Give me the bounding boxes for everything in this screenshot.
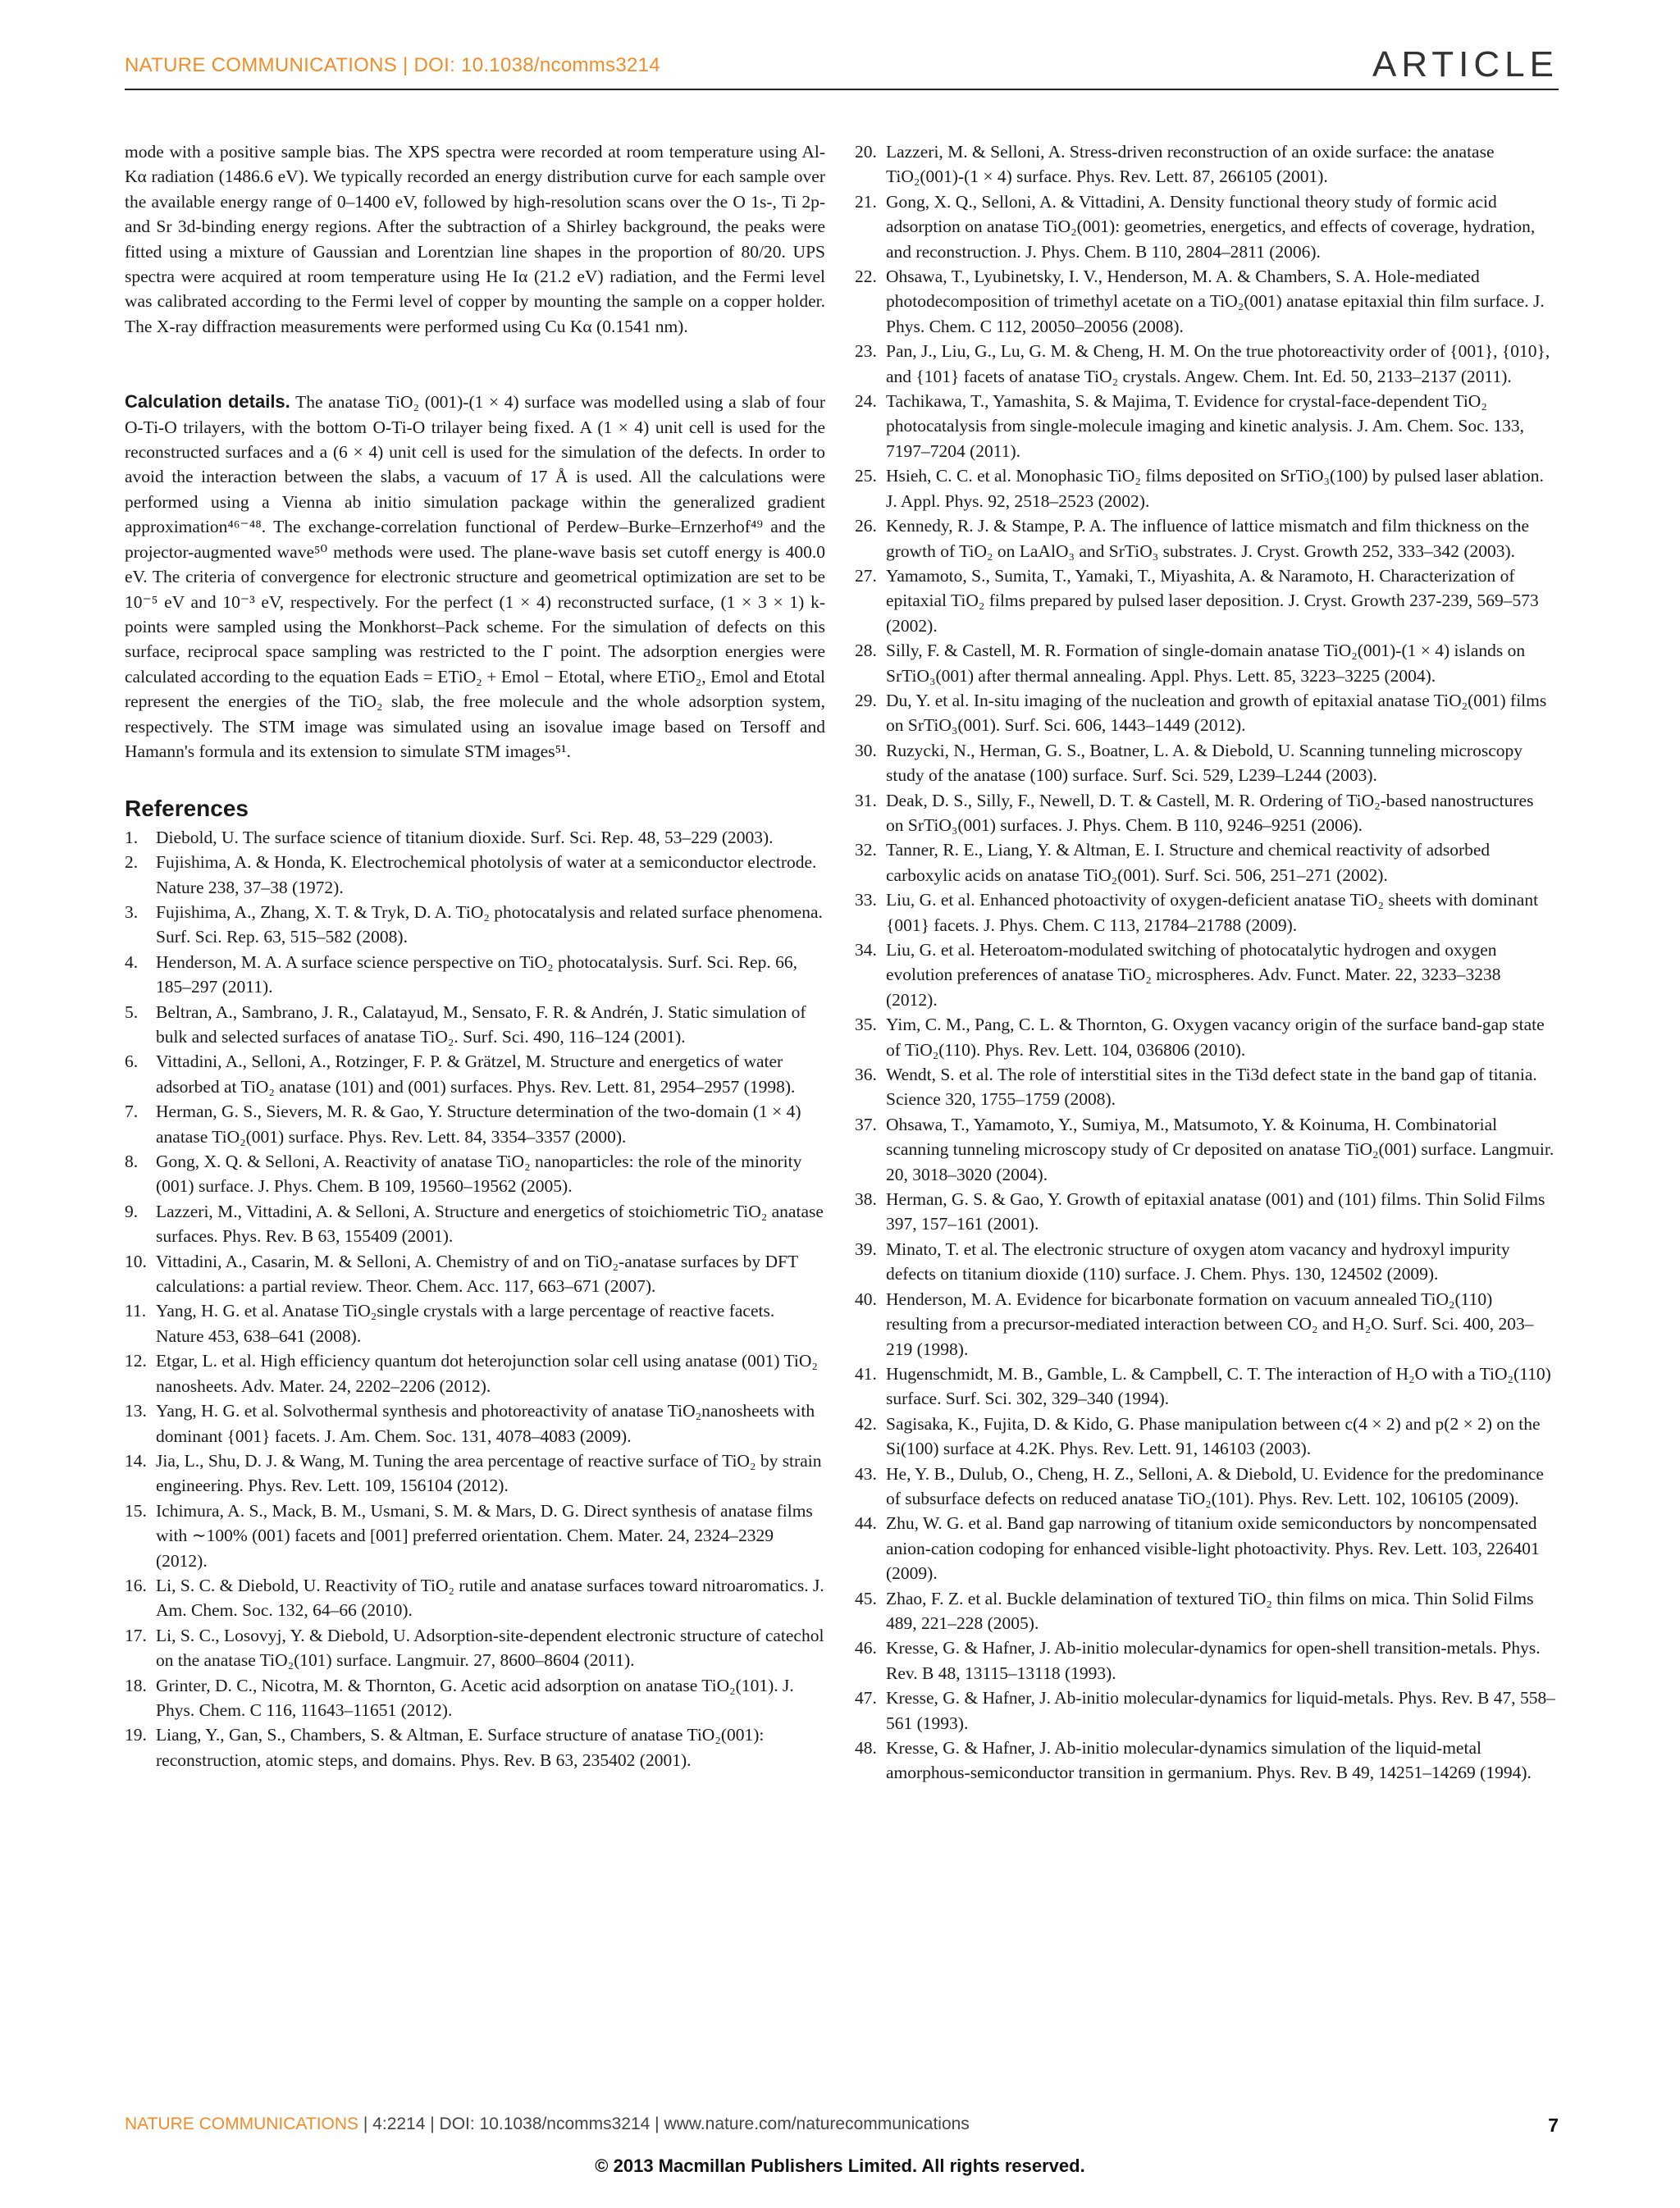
reference-item: [125, 1398, 825, 1448]
reference-number: 10.: [125, 1251, 147, 1271]
reference-item: [855, 264, 1555, 339]
reference-item: [855, 688, 1555, 738]
calculation-details-heading: Calculation details.: [125, 391, 290, 413]
reference-number: 32.: [855, 840, 877, 860]
reference-text: Ohsawa, T., Lyubinetsky, I. V., Henderson, M. A. & Chambers, S. A. Hole-mediated photodecomposition of trimethyl acetate on a TiO₂(001) anatase epitaxial thin film surface. J. Phys. Chem. C 112, 20050–20056 (2008).: [886, 267, 1545, 336]
reference-text: Du, Y. et al. In-situ imaging of the nucleation and growth of epitaxial anatase TiO₂(001) films on SrTiO₃(001). Surf. Sci. 606, 1443–1449 (2012).: [886, 690, 1547, 736]
reference-text: Ruzycki, N., Herman, G. S., Boatner, L. A. & Diebold, U. Scanning tunneling microscopy study of the anatase (100) surface. Surf. Sci. 529, L239–L244 (2003).: [886, 740, 1523, 786]
reference-text: Li, S. C., Losovyj, Y. & Diebold, U. Adsorption-site-dependent electronic structure of catechol on the anatase TiO₂(101) surface. Langmuir. 27, 8600–8604 (2011).: [156, 1625, 824, 1671]
reference-number: 3.: [125, 901, 139, 922]
reference-number: 14.: [125, 1450, 147, 1471]
reference-item: [855, 513, 1555, 563]
reference-item: [125, 1199, 825, 1249]
reference-text: Li, S. C. & Diebold, U. Reactivity of TiO₂ rutile and anatase surfaces toward nitroaromatics. J. Am. Chem. Soc. 132, 64–66 (2010).: [156, 1575, 824, 1621]
references-heading: References: [125, 796, 249, 822]
reference-number: 24.: [855, 391, 877, 412]
reference-text: Deak, D. S., Silly, F., Newell, D. T. & Castell, M. R. Ordering of TiO₂-based nanostructures on SrTiO₃(001) surfaces. J. Phys. Chem. B 110, 9246–9251 (2006).: [886, 790, 1534, 835]
reference-text: Tachikawa, T., Yamashita, S. & Majima, T. Evidence for crystal-face-dependent TiO₂ photocatalysis from single-molecule imaging and kinetic analysis. J. Am. Chem. Soc. 133, 7197–7204 (2011).: [886, 391, 1525, 461]
reference-number: 46.: [855, 1638, 877, 1658]
reference-item: [855, 788, 1555, 838]
reference-number: 34.: [855, 940, 877, 960]
reference-text: Hsieh, C. C. et al. Monophasic TiO₂ films deposited on SrTiO₃(100) by pulsed laser ablation. J. Appl. Phys. 92, 2518–2523 (2002).: [886, 466, 1544, 511]
reference-item: [855, 937, 1555, 1012]
reference-item: [855, 189, 1555, 264]
left-column: [125, 139, 825, 1772]
page-header: [125, 44, 1559, 90]
reference-text: Tanner, R. E., Liang, Y. & Altman, E. I. Structure and chemical reactivity of adsorbed carboxylic acids on anatase TiO₂(001). Surf. Sci. 506, 251–271 (2002).: [886, 840, 1491, 885]
reference-number: 41.: [855, 1363, 877, 1384]
reference-text: Gong, X. Q., Selloni, A. & Vittadini, A. Density functional theory study of formic acid adsorption on anatase TiO₂(001): geometries, energetics, and effects of coverage, hydration, and reconstruction. J. Phys. Chem. B 110, 2804–2811 (2006).: [886, 191, 1536, 262]
reference-text: Zhao, F. Z. et al. Buckle delamination of textured TiO₂ thin films on mica. Thin Solid Films 489, 221–228 (2005).: [886, 1588, 1534, 1633]
reference-text: Kresse, G. & Hafner, J. Ab-initio molecular-dynamics for open-shell transition-metals. Phys. Rev. B 48, 13115–13118 (1993).: [886, 1638, 1541, 1683]
reference-text: Liu, G. et al. Heteroatom-modulated switching of photocatalytic hydrogen and oxygen evolution preferences of anatase TiO₂ microspheres. Adv. Funct. Mater. 22, 3233–3238 (2012).: [886, 940, 1501, 1010]
reference-number: 8.: [125, 1152, 139, 1172]
reference-item: [855, 1012, 1555, 1062]
reference-number: 21.: [855, 191, 877, 212]
reference-number: 17.: [125, 1625, 147, 1645]
reference-text: Herman, G. S., Sievers, M. R. & Gao, Y. Structure determination of the two-domain (1 × 4) anatase TiO₂(001) surface. Phys. Rev. Lett. 84, 3354–3357 (2000).: [156, 1102, 801, 1147]
reference-text: Jia, L., Shu, D. J. & Wang, M. Tuning the area percentage of reactive surface of TiO₂ by strain engineering. Phys. Rev. Lett. 109, 156104 (2012).: [156, 1450, 822, 1496]
reference-item: [125, 950, 825, 1000]
reference-number: 5.: [125, 1001, 139, 1022]
reference-number: 16.: [125, 1575, 147, 1595]
reference-list-right: [855, 139, 1555, 1786]
reference-item: [855, 1362, 1555, 1412]
reference-item: [855, 1586, 1555, 1636]
reference-item: [125, 1099, 825, 1149]
reference-number: 31.: [855, 790, 877, 810]
reference-item: [855, 139, 1555, 189]
journal-doi-header: NATURE COMMUNICATIONS | DOI: 10.1038/ncomms3214: [125, 54, 660, 76]
right-column: [855, 139, 1555, 1786]
reference-text: Hugenschmidt, M. B., Gamble, L. & Campbell, C. T. The interaction of H₂O with a TiO₂(110) surface. Surf. Sci. 302, 329–340 (1994).: [886, 1363, 1551, 1409]
reference-item: [855, 1237, 1555, 1287]
reference-number: 30.: [855, 740, 877, 760]
reference-number: 33.: [855, 890, 877, 910]
reference-item: [855, 1635, 1555, 1686]
reference-text: Yim, C. M., Pang, C. L. & Thornton, G. Oxygen vacancy origin of the surface band-gap state of TiO₂(110). Phys. Rev. Lett. 104, 036806 (2010).: [886, 1015, 1545, 1060]
reference-text: Lazzeri, M., Vittadini, A. & Selloni, A. Structure and energetics of stoichiometric TiO₂ anatase surfaces. Phys. Rev. B 63, 155409 (2001).: [156, 1201, 824, 1247]
reference-item: [855, 1736, 1555, 1786]
reference-text: Silly, F. & Castell, M. R. Formation of single-domain anatase TiO₂(001)-(1 × 4) islands on SrTiO₃(001) after thermal annealing. Appl. Phys. Lett. 85, 3223–3225 (2004).: [886, 641, 1526, 686]
reference-number: 25.: [855, 466, 877, 486]
reference-number: 6.: [125, 1052, 139, 1072]
reference-number: 7.: [125, 1102, 139, 1122]
reference-text: Etgar, L. et al. High efficiency quantum dot heterojunction solar cell using anatase (001) TiO₂ nanosheets. Adv. Mater. 24, 2202–2206 (2012).: [156, 1351, 818, 1396]
reference-item: [125, 1673, 825, 1723]
reference-item: [855, 1462, 1555, 1512]
page-number: 7: [1548, 2114, 1559, 2136]
reference-text: Beltran, A., Sambrano, J. R., Calatayud, M., Sensato, F. R. & Andrén, J. Static simulation of bulk and selected surfaces of anatase TiO₂. Surf. Sci. 490, 116–124 (2001).: [156, 1001, 806, 1047]
page-footer: [125, 2114, 1559, 2134]
reference-item: [855, 1187, 1555, 1237]
reference-number: 36.: [855, 1065, 877, 1085]
reference-item: [855, 339, 1555, 389]
reference-item: [125, 1573, 825, 1623]
reference-item: [125, 850, 825, 900]
reference-number: 13.: [125, 1401, 147, 1421]
reference-text: Zhu, W. G. et al. Band gap narrowing of titanium oxide semiconductors by noncompensated anion-cation codoping for enhanced visible-light photoactivity. Phys. Rev. Lett. 103, 226401 (2009).: [886, 1513, 1540, 1584]
reference-item: [125, 1623, 825, 1673]
reference-text: Vittadini, A., Casarin, M. & Selloni, A. Chemistry of and on TiO₂-anatase surfaces by DFT calculations: a partial review. Theor. Chem. Acc. 117, 663–671 (2007).: [156, 1251, 798, 1297]
reference-number: 15.: [125, 1500, 147, 1521]
reference-text: Herman, G. S. & Gao, Y. Growth of epitaxial anatase (001) and (101) films. Thin Solid Films 397, 157–161 (2001).: [886, 1189, 1545, 1234]
reference-item: [855, 1287, 1555, 1362]
reference-number: 39.: [855, 1239, 877, 1259]
reference-number: 43.: [855, 1463, 877, 1484]
reference-text: Kennedy, R. J. & Stampe, P. A. The influence of lattice mismatch and film thickness on the growth of TiO₂ on LaAlO₃ and SrTiO₃ substrates. J. Cryst. Growth 252, 333–342 (2003).: [886, 516, 1530, 561]
reference-item: [855, 389, 1555, 463]
section-label: ARTICLE: [1372, 44, 1559, 84]
xps-paragraph: mode with a positive sample bias. The XPS spectra were recorded at room temperature using Al-Kα radiation (1486.6 eV). We typically recorded an energy distribution curve for each sample over the available energy range of 0–1400 eV, followed by high-resolution scans over the O 1s-, Ti 2p- and Sr 3d-binding energy regions. After the subtraction of a Shirley background, the peaks were fitted using a mixture of Gaussian and Lorentzian line shapes in the proportion of 80/20. UPS spectra were acquired at room temperature using He Iα (21.2 eV) radiation, and the Fermi level was calibrated according to the Fermi level of copper by mounting the sample on a copper holder. The X-ray diffraction measurements were performed using Cu Kα (0.1541 nm).: [125, 142, 825, 336]
reference-text: Yamamoto, S., Sumita, T., Yamaki, T., Miyashita, A. & Naramoto, H. Characterization of epitaxial TiO₂ films prepared by pulsed laser deposition. J. Cryst. Growth 237-239, 569–573 (2002).: [886, 565, 1539, 636]
reference-item: [125, 1298, 825, 1348]
reference-text: Vittadini, A., Selloni, A., Rotzinger, F. P. & Grätzel, M. Structure and energetics of water adsorbed at TiO₂ anatase (101) and (001) surfaces. Phys. Rev. Lett. 81, 2954–2957 (1998).: [156, 1052, 796, 1097]
reference-text: Ohsawa, T., Yamamoto, Y., Sumiya, M., Matsumoto, Y. & Koinuma, H. Combinatorial scanning tunneling microscopy study of Cr deposited on anatase TiO₂(001) surface. Langmuir. 20, 3018–3020 (2004).: [886, 1114, 1554, 1184]
reference-text: Fujishima, A. & Honda, K. Electrochemical photolysis of water at a semiconductor electrode. Nature 238, 37–38 (1972).: [156, 852, 817, 897]
reference-text: Yang, H. G. et al. Solvothermal synthesis and photoreactivity of anatase TiO₂nanosheets with dominant {001} facets. J. Am. Chem. Soc. 131, 4078–4083 (2009).: [156, 1401, 815, 1446]
reference-text: Pan, J., Liu, G., Lu, G. M. & Cheng, H. M. On the true photoreactivity order of {001}, {010}, and {101} facets of anatase TiO₂ crystals. Angew. Chem. Int. Ed. 50, 2133–2137 (2011).: [886, 341, 1550, 386]
calculation-details-paragraph: [125, 390, 825, 764]
reference-text: Wendt, S. et al. The role of interstitial sites in the Ti3d defect state in the band gap of titania. Science 320, 1755–1759 (2008).: [886, 1065, 1537, 1110]
reference-number: 26.: [855, 516, 877, 536]
reference-item: [855, 887, 1555, 937]
reference-number: 1.: [125, 827, 139, 847]
reference-text: Liu, G. et al. Enhanced photoactivity of oxygen-deficient anatase TiO₂ sheets with dominant {001} facets. J. Phys. Chem. C 113, 21784–21788 (2009).: [886, 890, 1539, 935]
reference-number: 19.: [125, 1725, 147, 1745]
reference-text: Yang, H. G. et al. Anatase TiO₂single crystals with a large percentage of reactive facets. Nature 453, 638–641 (2008).: [156, 1301, 775, 1346]
reference-text: He, Y. B., Dulub, O., Cheng, H. Z., Selloni, A. & Diebold, U. Evidence for the predominance of subsurface defects on reduced anatase TiO₂(101). Phys. Rev. Lett. 102, 106105 (2009).: [886, 1463, 1544, 1508]
reference-number: 20.: [855, 142, 877, 162]
reference-text: Diebold, U. The surface science of titanium dioxide. Surf. Sci. Rep. 48, 53–229 (2003).: [156, 827, 774, 847]
reference-number: 27.: [855, 565, 877, 586]
reference-number: 44.: [855, 1513, 877, 1534]
reference-number: 28.: [855, 641, 877, 661]
reference-text: Henderson, M. A. Evidence for bicarbonate formation on vacuum annealed TiO₂(110) resulting from a precursor-mediated interaction between CO₂ and H₂O. Surf. Sci. 400, 203–219 (1998).: [886, 1289, 1534, 1359]
reference-item: [855, 1112, 1555, 1187]
reference-number: 11.: [125, 1301, 147, 1321]
reference-number: 9.: [125, 1201, 139, 1221]
reference-item: [855, 463, 1555, 513]
reference-item: [125, 900, 825, 950]
reference-text: Gong, X. Q. & Selloni, A. Reactivity of anatase TiO₂ nanoparticles: the role of the minority (001) surface. J. Phys. Chem. B 109, 19560–19562 (2005).: [156, 1152, 802, 1197]
reference-number: 22.: [855, 267, 877, 287]
footer-journal: NATURE COMMUNICATIONS: [125, 2114, 359, 2133]
reference-text: Kresse, G. & Hafner, J. Ab-initio molecular-dynamics for liquid-metals. Phys. Rev. B 47, 558–561 (1993).: [886, 1688, 1555, 1733]
reference-number: 40.: [855, 1289, 877, 1309]
reference-item: [125, 1249, 825, 1299]
reference-item: [125, 1000, 825, 1050]
reference-item: [125, 1722, 825, 1772]
reference-text: Minato, T. et al. The electronic structure of oxygen atom vacancy and hydroxyl impurity defects on titanium dioxide (110) surface. J. Chem. Phys. 130, 124502 (2009).: [886, 1239, 1510, 1284]
reference-item: [855, 1511, 1555, 1585]
reference-list-left: [125, 825, 825, 1772]
reference-number: 47.: [855, 1688, 877, 1708]
reference-number: 45.: [855, 1588, 877, 1608]
reference-item: [855, 563, 1555, 638]
reference-number: 12.: [125, 1351, 147, 1371]
reference-number: 42.: [855, 1413, 877, 1434]
reference-item: [855, 638, 1555, 688]
footer-citation: | 4:2214 | DOI: 10.1038/ncomms3214 | www.nature.com/naturecommunications: [358, 2114, 970, 2133]
reference-text: Liang, Y., Gan, S., Chambers, S. & Altman, E. Surface structure of anatase TiO₂(001): reconstruction, atomic steps, and domains. Phys. Rev. B 63, 235402 (2001).: [156, 1725, 765, 1770]
reference-number: 37.: [855, 1114, 877, 1134]
reference-item: [855, 1686, 1555, 1736]
reference-item: [125, 1499, 825, 1573]
reference-text: Henderson, M. A. A surface science perspective on TiO₂ photocatalysis. Surf. Sci. Rep. 66, 185–297 (2011).: [156, 951, 797, 997]
copyright-notice: © 2013 Macmillan Publishers Limited. All rights reserved.: [595, 2156, 1085, 2176]
reference-item: [125, 1448, 825, 1499]
reference-text: Sagisaka, K., Fujita, D. & Kido, G. Phase manipulation between c(4 × 2) and p(2 × 2) on the Si(100) surface at 4.2K. Phys. Rev. Lett. 91, 146103 (2003).: [886, 1413, 1541, 1459]
reference-number: 2.: [125, 852, 139, 873]
reference-text: Fujishima, A., Zhang, X. T. & Tryk, D. A. TiO₂ photocatalysis and related surface phenomena. Surf. Sci. Rep. 63, 515–582 (2008).: [156, 901, 823, 947]
reference-item: [125, 1049, 825, 1099]
reference-number: 23.: [855, 341, 877, 362]
reference-number: 18.: [125, 1675, 147, 1695]
reference-text: Grinter, D. C., Nicotra, M. & Thornton, G. Acetic acid adsorption on anatase TiO₂(101). J. Phys. Chem. C 116, 11643–11651 (2012).: [156, 1675, 794, 1720]
calculation-details-text: The anatase TiO₂ (001)-(1 × 4) surface was modelled using a slab of four O-Ti-O trilayers, with the bottom O-Ti-O trilayer being fixed. A (1 × 4) unit cell is used for the reconstructed surfaces and a (6 × 4) unit cell is used for the simulation of the defects. In order to avoid the interaction between the slabs, a vacuum of 17 Å is used. All the calculations were performed using a Vienna ab initio simulation package within the generalized gradient approximation⁴⁶⁻⁴⁸. The exchange-correlation functional of Perdew–Burke–Ernzerhof⁴⁹ and the projector-augmented wave⁵⁰ methods were used. The plane-wave basis set cutoff energy is 400.0 eV. The criteria of convergence for electronic structure and geometrical optimization are set to be 10⁻⁵ eV and 10⁻³ eV, respectively. For the perfect (1 × 4) reconstructed surface, (1 × 3 × 1) k-points were sampled using the Monkhorst–Pack scheme. For the simulation of defects on this surface, reciprocal space sampling was restricted to the Γ point. The adsorption energies were calculated according to the equation Eads = ETiO₂ + Emol − Etotal, where ETiO₂, Emol and Etotal represent the energies of the TiO₂ slab, the free molecule and the whole adsorption system, respectively. The STM image was simulated using an isovalue image based on Tersoff and Hamann's formula and its extension to simulate STM images⁵¹.: [125, 392, 825, 761]
reference-item: [855, 738, 1555, 788]
reference-number: 48.: [855, 1738, 877, 1758]
reference-item: [855, 837, 1555, 887]
reference-text: Ichimura, A. S., Mack, B. M., Usmani, S. M. & Mars, D. G. Direct synthesis of anatase films with ∼100% (001) facets and [001] preferred orientation. Chem. Mater. 24, 2324–2329 (2012).: [156, 1500, 813, 1571]
reference-item: [125, 825, 825, 850]
reference-item: [855, 1412, 1555, 1462]
reference-text: Kresse, G. & Hafner, J. Ab-initio molecular-dynamics simulation of the liquid-metal amorphous-semiconductor transition in germanium. Phys. Rev. B 49, 14251–14269 (1994).: [886, 1738, 1532, 1783]
reference-item: [855, 1062, 1555, 1112]
reference-item: [125, 1149, 825, 1199]
reference-number: 29.: [855, 690, 877, 710]
reference-number: 35.: [855, 1015, 877, 1035]
reference-item: [125, 1348, 825, 1398]
reference-number: 4.: [125, 951, 139, 972]
reference-number: 38.: [855, 1189, 877, 1210]
reference-text: Lazzeri, M. & Selloni, A. Stress-driven reconstruction of an oxide surface: the anatase TiO₂(001)-(1 × 4) surface. Phys. Rev. Lett. 87, 266105 (2001).: [886, 142, 1495, 187]
